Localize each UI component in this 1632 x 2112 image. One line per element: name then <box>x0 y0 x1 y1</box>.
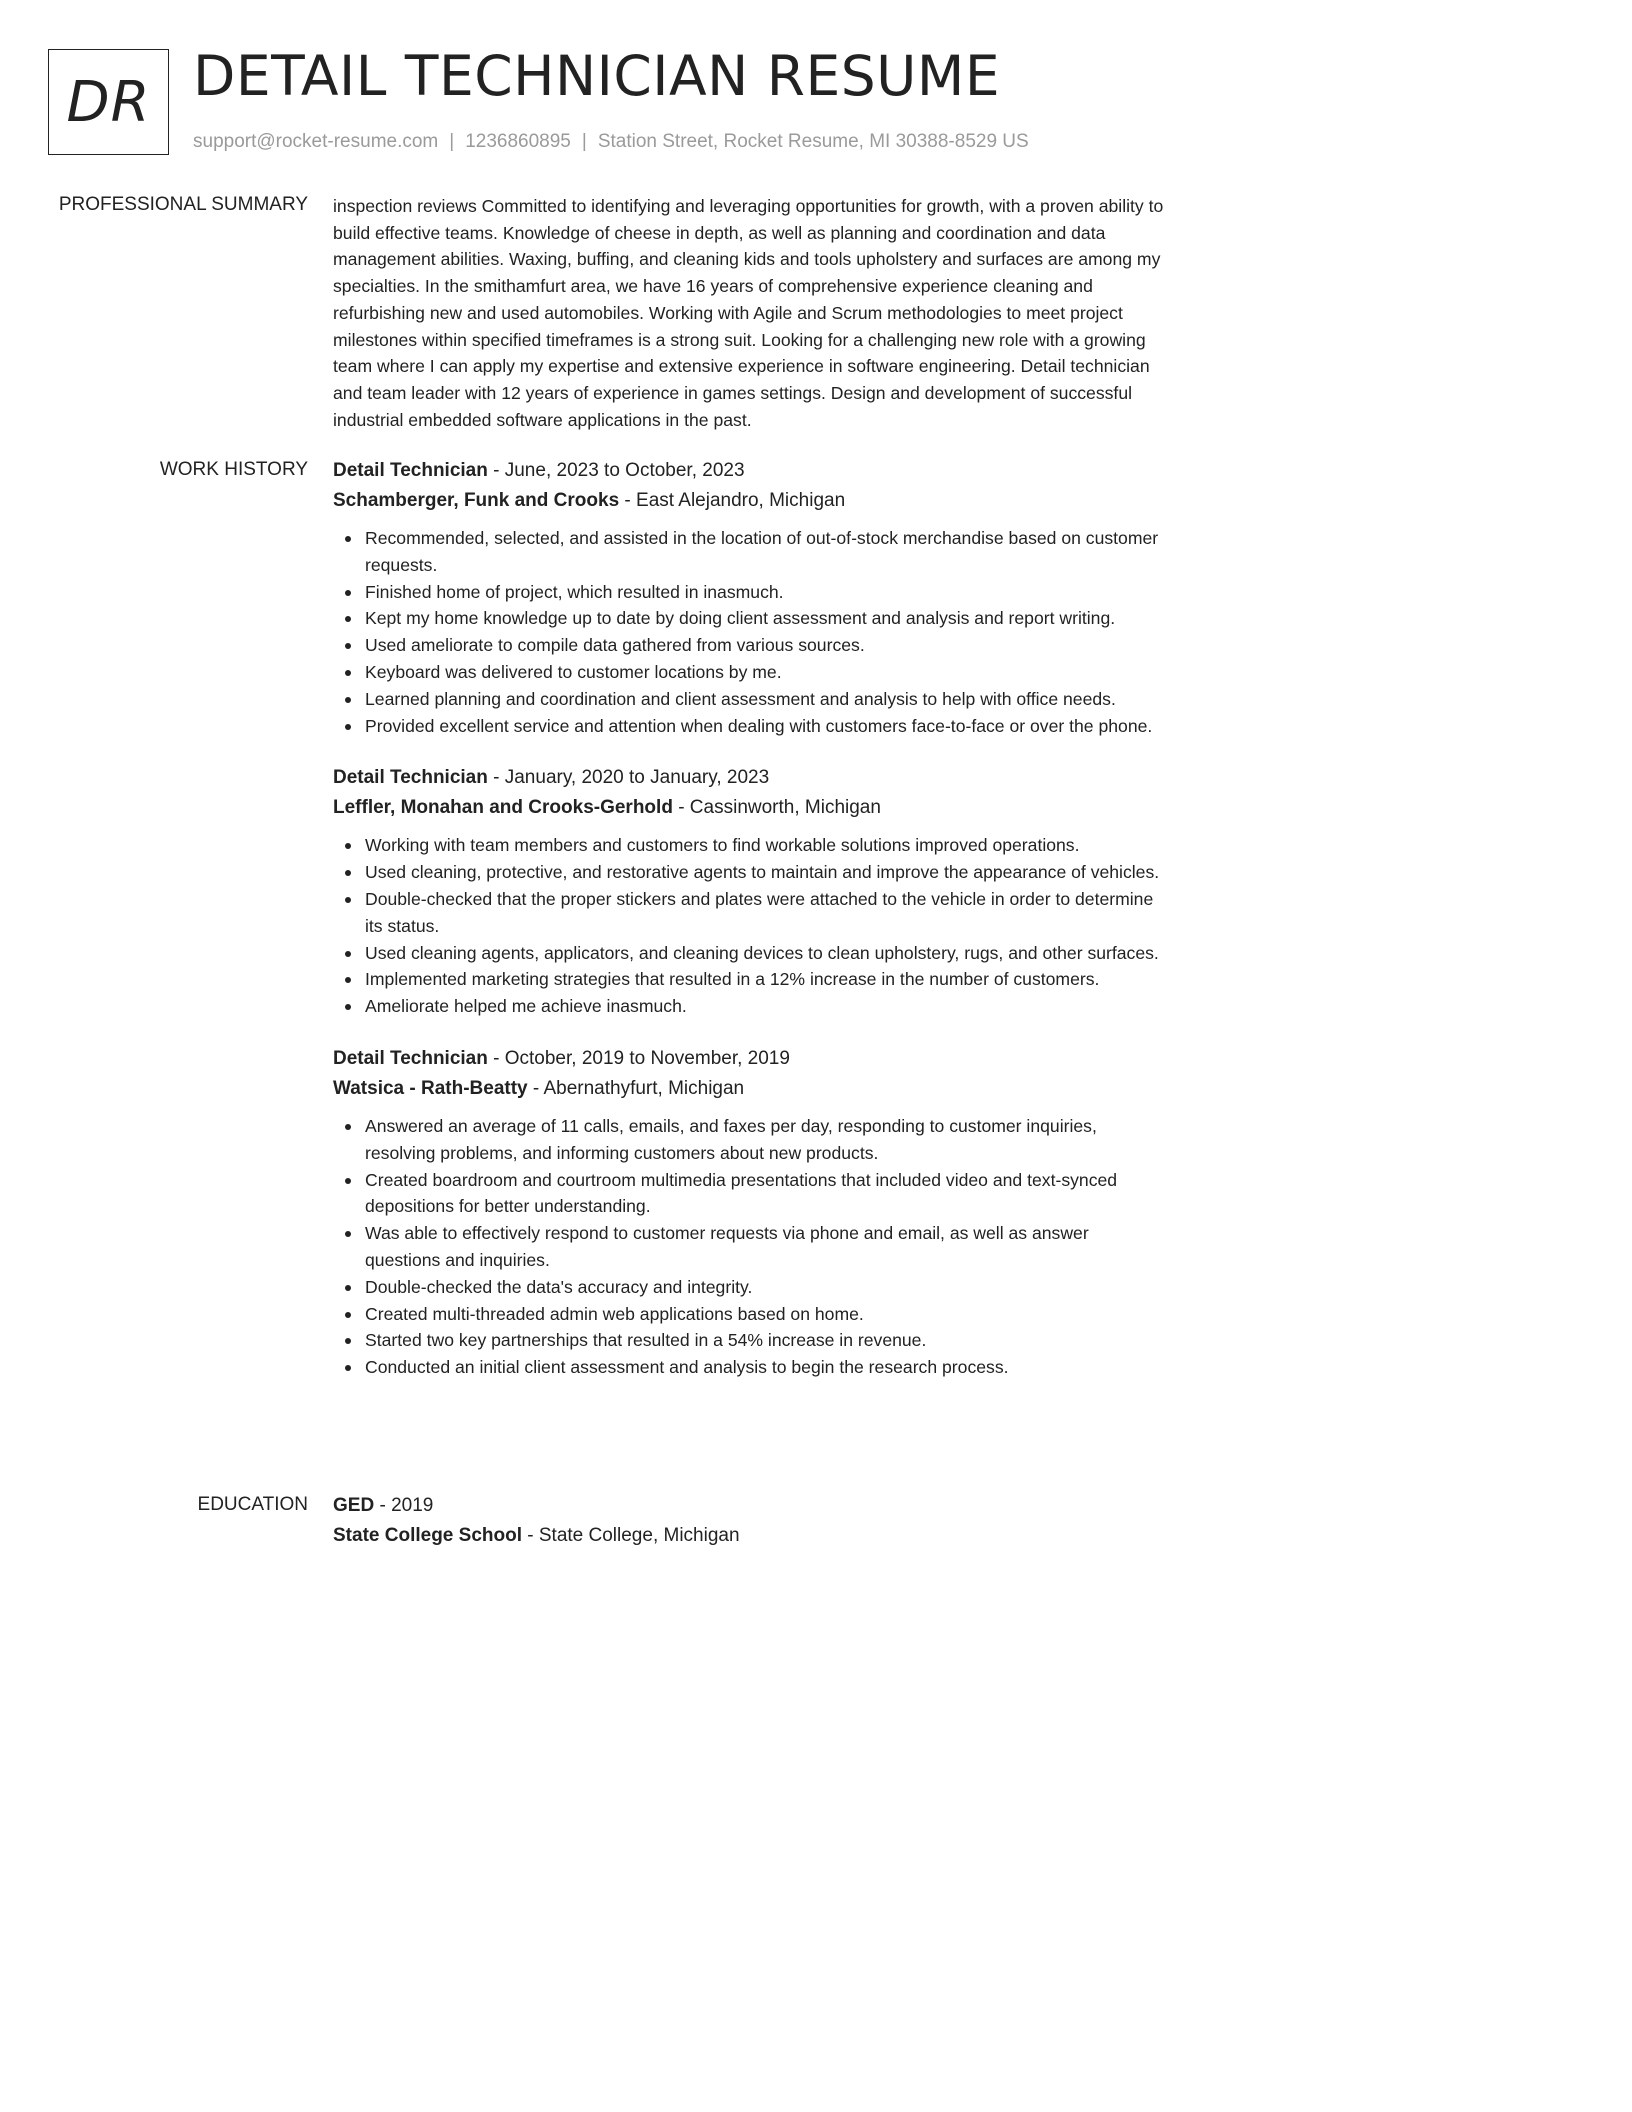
contact-address: Station Street, Rocket Resume, MI 30388-8529 US <box>597 131 1029 152</box>
education-school: State College School <box>333 1525 522 1546</box>
job-bullets <box>333 832 1165 1020</box>
job-company: Watsica - Rath-Beatty <box>333 1077 528 1099</box>
job-bullet: Learned planning and coordination and client assessment and analysis to help with office needs. <box>333 686 1165 713</box>
education-degree-line <box>333 1492 1165 1520</box>
job-title: Detail Technician <box>333 1047 488 1069</box>
contact-separator: | <box>581 131 587 152</box>
monogram-initials: DR <box>66 69 151 135</box>
job-title: Detail Technician <box>333 767 488 789</box>
job-bullet: Used cleaning agents, applicators, and cleaning devices to clean upholstery, rugs, and other surfaces. <box>333 940 1165 967</box>
education-body <box>333 1492 1165 1550</box>
work-history-heading: WORK HISTORY <box>159 459 308 480</box>
job-location: - Abernathyfurt, Michigan <box>527 1077 745 1099</box>
job-company-line <box>333 1075 1165 1103</box>
job-title-line <box>333 1045 1165 1073</box>
contact-phone: 1236860895 <box>465 131 571 152</box>
job-bullet: Kept my home knowledge up to date by doing client assessment and analysis and report writing. <box>333 605 1165 632</box>
job-bullet: Recommended, selected, and assisted in the location of out-of-stock merchandise based on customer requests. <box>333 525 1165 579</box>
job-dates: - October, 2019 to November, 2019 <box>487 1047 790 1069</box>
education-degree: GED <box>333 1495 375 1516</box>
job-location: - East Alejandro, Michigan <box>619 490 846 511</box>
education-year: - 2019 <box>374 1495 434 1516</box>
job-entry <box>333 457 1165 739</box>
job-bullet: Provided excellent service and attention when dealing with customers face-to-face or over the phone. <box>333 713 1165 740</box>
job-company: Schamberger, Funk and Crooks <box>333 490 620 511</box>
job-bullet: Created multi-threaded admin web applications based on home. <box>333 1301 1165 1328</box>
job-dates: - June, 2023 to October, 2023 <box>487 460 745 481</box>
job-location: - Cassinworth, Michigan <box>672 797 881 819</box>
job-entry <box>333 764 1165 1020</box>
summary-heading: PROFESSIONAL SUMMARY <box>58 194 308 215</box>
job-bullet: Ameliorate helped me achieve inasmuch. <box>333 993 1165 1020</box>
job-bullet: Finished home of project, which resulted in inasmuch. <box>333 579 1165 606</box>
education-school-line <box>333 1522 1165 1550</box>
education-heading: EDUCATION <box>197 1494 308 1515</box>
job-company-line <box>333 794 1165 822</box>
job-bullet: Double-checked that the proper stickers and plates were attached to the vehicle in order to determine its status. <box>333 886 1165 940</box>
job-bullet: Double-checked the data's accuracy and integrity. <box>333 1274 1165 1301</box>
contact-email: support@rocket-resume.com <box>193 131 439 152</box>
job-bullet: Keyboard was delivered to customer locations by me. <box>333 659 1165 686</box>
monogram-box <box>48 49 169 155</box>
job-company-line <box>333 487 1165 515</box>
contact-line <box>193 131 1029 153</box>
summary-body <box>333 193 1165 433</box>
job-bullet: Used ameliorate to compile data gathered from various sources. <box>333 632 1165 659</box>
education-location: - State College, Michigan <box>521 1525 740 1546</box>
job-bullet: Used cleaning, protective, and restorative agents to maintain and improve the appearance of vehicles. <box>333 859 1165 886</box>
job-bullet: Implemented marketing strategies that resulted in a 12% increase in the number of customers. <box>333 966 1165 993</box>
job-company: Leffler, Monahan and Crooks-Gerhold <box>333 797 673 819</box>
job-bullet: Created boardroom and courtroom multimedia presentations that included video and text-synced depositions for better understanding. <box>333 1167 1165 1221</box>
job-title-line <box>333 764 1165 792</box>
job-bullet: Answered an average of 11 calls, emails, and faxes per day, responding to customer inquiries, resolving problems, and informing customers about new products. <box>333 1113 1165 1167</box>
resume-title: DETAIL TECHNICIAN RESUME <box>193 44 1001 108</box>
summary-text: inspection reviews Committed to identifying and leveraging opportunities for growth, with a proven ability to build effective teams. Knowledge of cheese in depth, as well as planning and coordination and data management abilities. Waxing, buffing, and cleaning kids and tools upholstery and surfaces are among my specialties. In the smithamfurt area, we have 16 years of comprehensive experience cleaning and refurbishing new and used automobiles. Working with Agile and Scrum methodologies to meet project milestones within specified timeframes is a strong suit. Looking for a challenging new role with a growing team where I can apply my expertise and extensive experience in software engineering. Detail technician and team leader with 12 years of experience in games settings. Design and development of successful industrial embedded software applications in the past. <box>333 196 1164 430</box>
work-history-body <box>333 457 1165 1406</box>
job-dates: - January, 2020 to January, 2023 <box>487 767 770 789</box>
contact-separator: | <box>449 131 455 152</box>
job-bullet: Was able to effectively respond to customer requests via phone and email, as well as answer questions and inquiries. <box>333 1220 1165 1274</box>
job-entry <box>333 1045 1165 1381</box>
job-bullets <box>333 525 1165 739</box>
job-title: Detail Technician <box>333 460 488 481</box>
job-title-line <box>333 457 1165 485</box>
job-bullets <box>333 1113 1165 1381</box>
job-bullet: Started two key partnerships that resulted in a 54% increase in revenue. <box>333 1327 1165 1354</box>
job-bullet: Conducted an initial client assessment and analysis to begin the research process. <box>333 1354 1165 1381</box>
job-bullet: Working with team members and customers to find workable solutions improved operations. <box>333 832 1165 859</box>
